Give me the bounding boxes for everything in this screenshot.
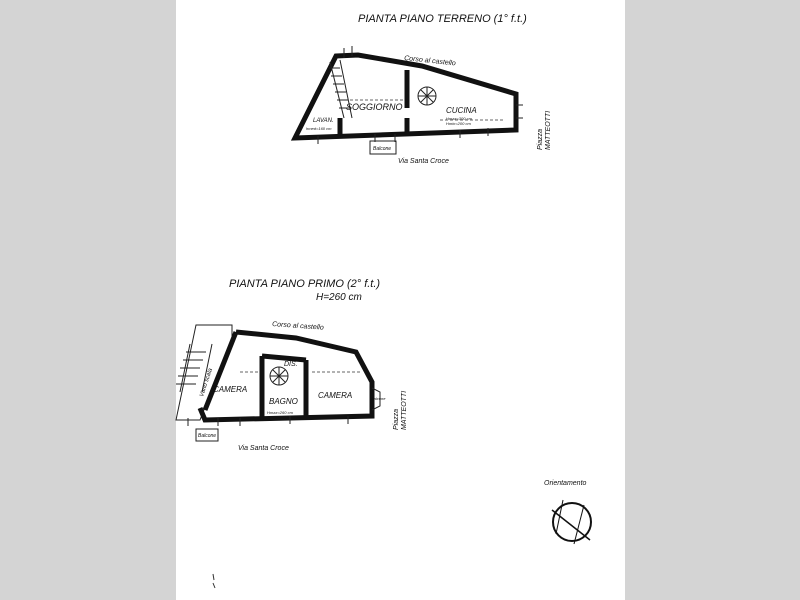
first-bathroom-height: Hmax=260 cm — [267, 410, 293, 415]
ground-square-line1: Piazza — [537, 128, 544, 150]
ground-street-top: Corso al castello — [403, 55, 456, 68]
first-stair-void-label: Vano scala — [199, 367, 215, 398]
ground-room-living: SOGGIORNO — [346, 102, 403, 112]
first-street-top: Corso al castello — [271, 321, 324, 332]
ground-room-kitchen: CUCINA — [446, 106, 477, 115]
ground-balcony-label: Balcone — [373, 146, 392, 152]
first-floor-height: H=260 cm — [316, 292, 362, 303]
first-balcony-right-label: Balcone — [371, 396, 386, 401]
ground-floor-title: PIANTA PIANO TERRENO (1° f.t.) — [358, 13, 527, 25]
first-square-line2: MATTEOTTI — [401, 390, 408, 430]
ground-spiral-stair — [418, 87, 436, 105]
orientation-label: Orientamento — [544, 480, 587, 487]
first-room-bathroom: BAGNO — [269, 397, 298, 406]
ground-kitchen-hmin: Hmin=200 cm — [446, 121, 471, 126]
first-spiral-stair — [270, 367, 288, 385]
stray-mark — [213, 574, 215, 588]
ground-room-laundry: LAVAN. — [313, 118, 334, 124]
orientation-symbol — [544, 480, 591, 544]
first-room-bedroom-right: CAMERA — [318, 391, 353, 400]
first-street-bottom: Via Santa Croce — [238, 445, 289, 452]
first-room-hall: DIS. — [284, 361, 298, 368]
first-square-line1: Piazza — [393, 408, 400, 430]
first-floor-plan — [176, 278, 408, 452]
ground-laundry-height: hmed=160 cm — [306, 126, 332, 131]
first-floor-title: PIANTA PIANO PRIMO (2° f.t.) — [229, 278, 381, 290]
first-balcony-left-label: Balcone — [198, 433, 217, 439]
ground-street-bottom: Via Santa Croce — [398, 158, 449, 165]
ground-kitchen-hmax: Hmax=300 cm — [446, 116, 472, 121]
ground-floor-plan — [295, 13, 552, 165]
ground-square-line2: MATTEOTTI — [545, 110, 552, 150]
first-room-bedroom-left: CAMERA — [213, 385, 248, 394]
